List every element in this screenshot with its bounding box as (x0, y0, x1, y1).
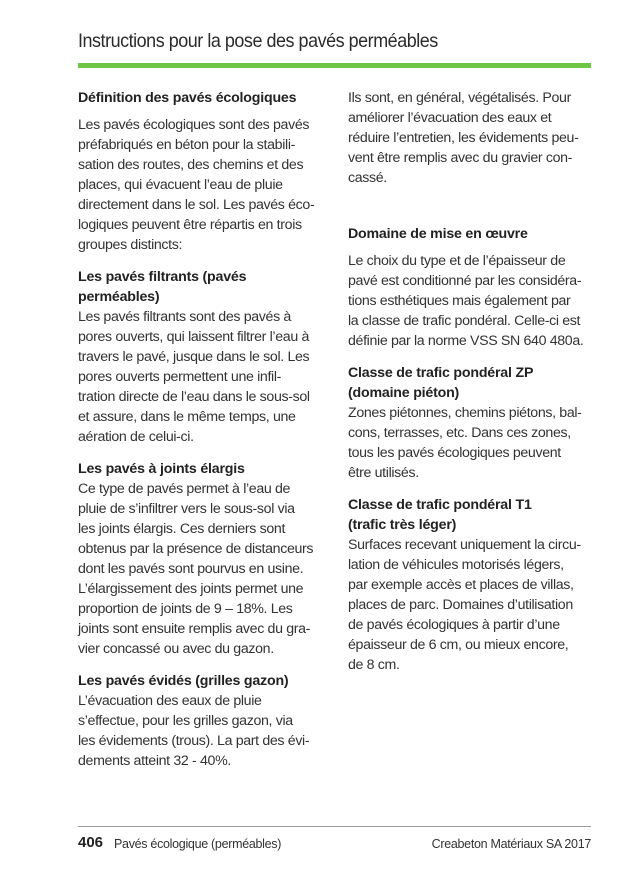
section-body (348, 88, 592, 188)
right-column (348, 88, 592, 687)
section-body (78, 115, 318, 255)
text-line: proportion de joints de 9 – 18%. Les (78, 601, 293, 617)
text-line: sation des routes, des chemins et des (78, 157, 304, 173)
text-line: groupes distincts: (78, 237, 183, 253)
page-title: Instructions pour la pose des pavés perméables (78, 30, 438, 52)
text-line: les joints élargis. Ces derniers sont (78, 521, 286, 537)
text-line: être utilisés. (348, 465, 419, 481)
footer-rule (78, 826, 591, 827)
text-line: pores ouverts, qui laissent filtrer l’eau à (78, 329, 309, 345)
text-line: lation de véhicules motorisés légers, (348, 557, 564, 573)
section-body (78, 307, 318, 447)
text-line: Surfaces recevant uniquement la circu- (348, 537, 581, 553)
text-line: dont les pavés sont pourvus en usine. (78, 561, 304, 577)
page-number: 406 (78, 834, 104, 851)
section-domaine (348, 224, 592, 351)
section-title: Les pavés évidés (grilles gazon) (78, 673, 289, 689)
section-title: Les pavés à joints élargis (78, 461, 245, 477)
text-line: aération de celui-ci. (78, 429, 194, 445)
section-title: Définition des pavés écologiques (78, 90, 297, 106)
section-classe-t1 (348, 495, 592, 675)
text-line: par exemple accès et places de villas, (348, 577, 574, 593)
title-line: perméables) (78, 289, 160, 305)
text-line: pavé est conditionné par les considéra- (348, 273, 582, 289)
text-line: Les pavés filtrants sont des pavés à (78, 309, 291, 325)
text-line: pluie de s’infiltrer vers le sous-sol via (78, 501, 295, 517)
text-line: de pavés écologiques à partir d’une (348, 617, 560, 633)
footer-section-name: Pavés écologique (perméables) (114, 837, 282, 851)
text-line: définie par la norme VSS SN 640 480a. (348, 333, 584, 349)
section-body (348, 403, 592, 483)
text-line: vent être remplis avec du gravier con- (348, 150, 573, 166)
text-line: réduire l’entretien, les évidements peu- (348, 130, 579, 146)
title-line: Les pavés filtrants (pavés (78, 269, 247, 285)
text-line: s’effectue, pour les grilles gazon, via (78, 713, 293, 729)
text-line: épaisseur de 6 cm, ou mieux encore, (348, 637, 569, 653)
text-line: cassé. (348, 170, 387, 186)
title-line: (trafic très léger) (348, 517, 457, 533)
spacer (348, 200, 592, 224)
section-filtrants (78, 267, 318, 447)
footer-publisher: Creabeton Matériaux SA 2017 (431, 837, 591, 851)
section-joints (78, 459, 318, 659)
title-line: Classe de trafic pondéral T1 (348, 497, 532, 513)
text-line: vier concassé ou avec du gazon. (78, 641, 274, 657)
text-line: Les pavés écologiques sont des pavés (78, 117, 310, 133)
text-line: Le choix du type et de l’épaisseur de (348, 253, 566, 269)
left-column (78, 88, 318, 783)
text-line: L’élargissement des joints permet une (78, 581, 304, 597)
section-definition (78, 88, 318, 255)
text-line: dements atteint 32 - 40%. (78, 753, 231, 769)
text-line: joints sont ensuite remplis avec du gra- (78, 621, 311, 637)
title-line: (domaine piéton) (348, 385, 460, 401)
section-evides-continued (348, 88, 592, 188)
text-line: tration directe de l’eau dans le sous-sol (78, 389, 310, 405)
text-line: Ils sont, en général, végétalisés. Pour (348, 90, 571, 106)
text-line: places, qui évacuent l’eau de pluie (78, 177, 283, 193)
text-line: et assure, dans le même temps, une (78, 409, 296, 425)
section-body (78, 691, 318, 771)
text-line: cons, terrasses, etc. Dans ces zones, (348, 425, 571, 441)
text-line: Ce type de pavés permet à l’eau de (78, 481, 291, 497)
text-line: les évidements (trous). La part des évi- (78, 733, 310, 749)
section-body (348, 535, 592, 675)
section-title (348, 363, 592, 403)
section-title (78, 267, 318, 307)
text-line: travers le pavé, jusque dans le sol. Les (78, 349, 310, 365)
text-line: la classe de trafic pondéral. Celle-ci est (348, 313, 581, 329)
section-title: Domaine de mise en œuvre (348, 226, 528, 242)
text-line: logiques peuvent être répartis en trois (78, 217, 302, 233)
page-footer (78, 834, 591, 858)
text-line: pores ouverts permettent une infil- (78, 369, 282, 385)
header-accent-rule (78, 63, 591, 68)
text-line: préfabriqués en béton pour la stabili- (78, 137, 295, 153)
section-classe-zp (348, 363, 592, 483)
text-line: tous les pavés écologiques peuvent (348, 445, 561, 461)
text-line: de 8 cm. (348, 657, 400, 673)
text-line: L’évacuation des eaux de pluie (78, 693, 262, 709)
section-body (348, 251, 592, 351)
text-line: améliorer l’évacuation des eaux et (348, 110, 552, 126)
section-evides (78, 671, 318, 771)
section-body (78, 479, 318, 659)
text-line: places de parc. Domaines d’utilisation (348, 597, 573, 613)
text-line: obtenus par la présence de distanceurs (78, 541, 314, 557)
title-line: Classe de trafic pondéral ZP (348, 365, 534, 381)
text-line: Zones piétonnes, chemins piétons, bal- (348, 405, 582, 421)
text-line: tions esthétiques mais également par (348, 293, 571, 309)
section-title (348, 495, 592, 535)
text-line: directement dans le sol. Les pavés éco- (78, 197, 315, 213)
